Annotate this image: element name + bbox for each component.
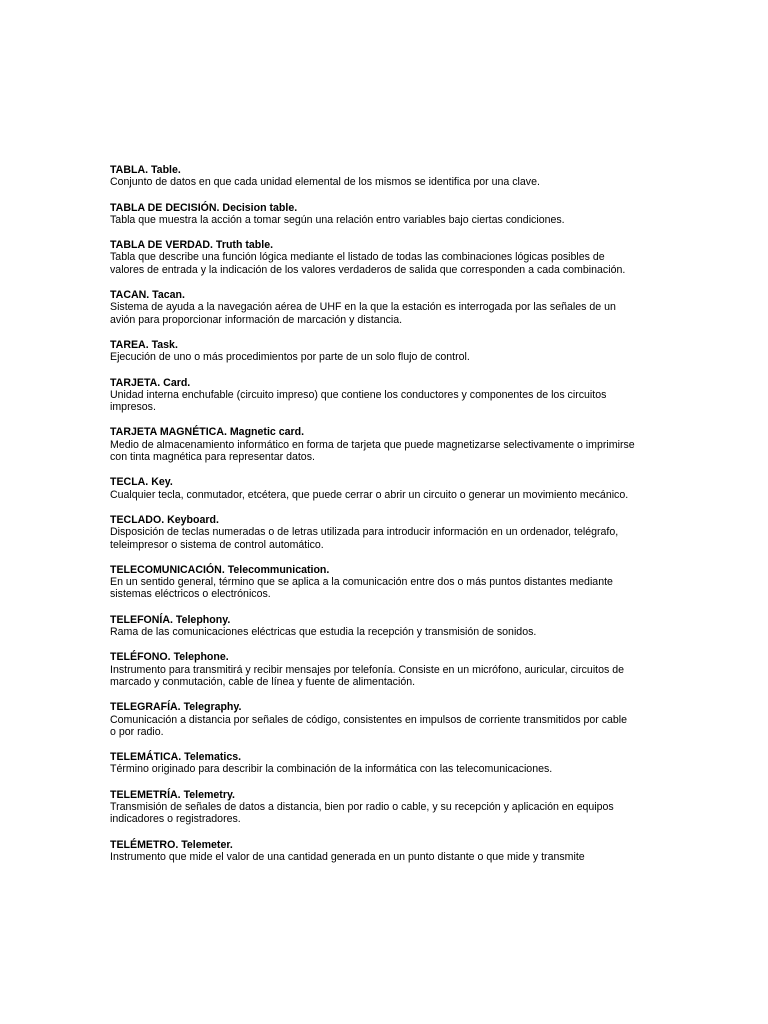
entry-definition: Unidad interna enchufable (circuito impreso) que contiene los conductores y componentes de los circuitos impresos. xyxy=(110,388,607,414)
entry-term: TABLA. Table. xyxy=(110,164,181,176)
entry-term: TELÉMETRO. Telemeter. xyxy=(110,838,233,851)
entry-term: TELEMÁTICA. Telematics. xyxy=(110,751,242,764)
entry-definition: En un sentido general, término que se aplica a la comunicación entre dos o más puntos distantes mediante sistemas eléctricos o electrónicos. xyxy=(110,576,613,601)
entry-definition: Término originado para describir la combinación de la informática con las telecomunicaciones. xyxy=(110,763,553,776)
glossary-entry xyxy=(110,339,635,364)
entry-definition: Medio de almacenamiento informático en forma de tarjeta que puede magnetizarse selectivamente o imprimirse con tinta magnética para representar datos. xyxy=(110,438,635,464)
glossary-entry xyxy=(110,164,635,189)
entry-term: TABLA DE VERDAD. Truth table. xyxy=(110,239,274,252)
entry-definition: Comunicación a distancia por señales de código, consistentes en impulsos de corriente transmitidos por cable o por radio. xyxy=(110,713,628,738)
glossary-entry xyxy=(110,426,635,463)
entry-term: TARJETA MAGNÉTICA. Magnetic card. xyxy=(110,426,305,439)
entry-term: TACAN. Tacan. xyxy=(110,289,185,302)
glossary-entry xyxy=(110,789,635,826)
entry-definition: Sistema de ayuda a la navegación aérea de UHF en la que la estación es interrogada por las señales de un avión para proporcionar información de marcación y distancia. xyxy=(110,301,616,326)
glossary-entry xyxy=(110,514,635,551)
glossary-entry xyxy=(110,614,635,639)
glossary-entry xyxy=(110,651,635,688)
entry-term: TECLA. Key. xyxy=(110,476,173,489)
entry-definition: Tabla que describe una función lógica mediante el listado de todas las combinaciones lógicas posibles de valores de entrada y la indicación de los valores verdaderos de salida que corresponden a cada combinación. xyxy=(110,251,626,276)
entry-definition: Conjunto de datos en que cada unidad elemental de los mismos se identifica por una clave. xyxy=(110,176,540,189)
entry-definition: Cualquier tecla, conmutador, etcétera, que puede cerrar o abrir un circuito o generar un movimiento mecánico. xyxy=(110,488,629,501)
glossary-entry xyxy=(110,751,635,776)
entry-term: TARJETA. Card. xyxy=(110,376,191,389)
glossary-entry xyxy=(110,377,635,414)
glossary-entry xyxy=(110,839,635,864)
entry-term: TABLA DE DECISIÓN. Decision table. xyxy=(110,201,298,214)
entry-term: TELEMETRÍA. Telemetry. xyxy=(110,788,235,801)
glossary-page xyxy=(110,164,635,876)
entry-definition: Rama de las comunicaciones eléctricas que estudia la recepción y transmisión de sonidos. xyxy=(110,626,537,639)
glossary-entry xyxy=(110,701,635,738)
entry-term: TELECOMUNICACIÓN. Telecommunication. xyxy=(110,563,330,576)
entry-term: TELEGRAFÍA. Telegraphy. xyxy=(110,701,242,714)
glossary-entry xyxy=(110,202,635,227)
glossary-entry xyxy=(110,239,635,276)
entry-definition: Tabla que muestra la acción a tomar según una relación entro variables bajo ciertas condiciones. xyxy=(110,213,565,226)
entry-definition: Instrumento que mide el valor de una cantidad generada en un punto distante o que mide y transmite xyxy=(110,850,585,863)
glossary-entry xyxy=(110,564,635,601)
entry-term: TECLADO. Keyboard. xyxy=(110,513,219,526)
entry-term: TAREA. Task. xyxy=(110,338,178,351)
entry-definition: Instrumento para transmitirá y recibir mensajes por telefonía. Consiste en un micrófono, auricular, circuitos de marcado y conmutación, cable de línea y fuente de alimentación. xyxy=(110,663,625,688)
entry-term: TELEFONÍA. Telephony. xyxy=(110,613,231,626)
glossary-entry xyxy=(110,476,635,501)
entry-definition: Transmisión de señales de datos a distancia, bien por radio o cable, y su recepción y aplicación en equipos indicadores o registradores. xyxy=(110,800,614,826)
glossary-entry xyxy=(110,289,635,326)
entry-definition: Ejecución de uno o más procedimientos por parte de un solo flujo de control. xyxy=(110,351,470,364)
entry-term: TELÉFONO. Telephone. xyxy=(110,651,229,664)
entry-definition: Disposición de teclas numeradas o de letras utilizada para introducir información en un ordenador, telégrafo, teleimpresor o sistema de control automático. xyxy=(110,526,619,551)
